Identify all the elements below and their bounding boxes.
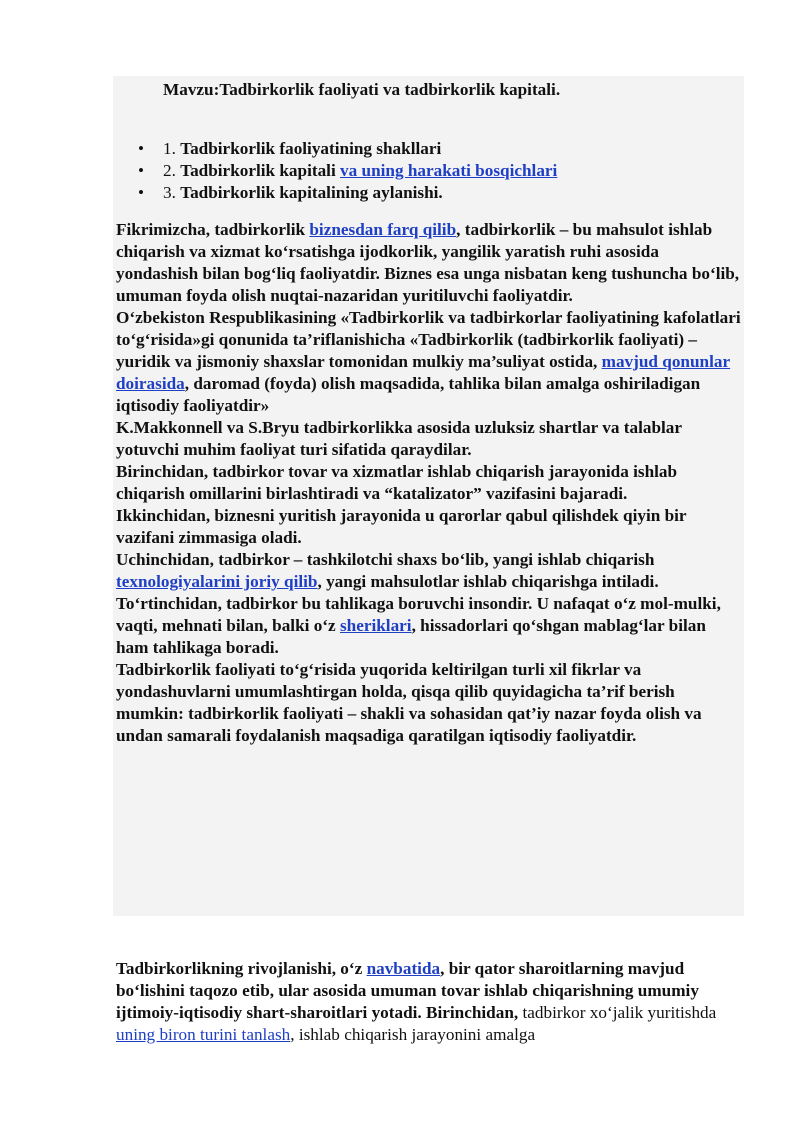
topic-text: Tadbirkorlik kapitali (180, 161, 341, 180)
topic-link[interactable]: va uning harakati bosqichlari (340, 161, 558, 180)
link-mavjud-qonunlar[interactable]: mavjud qonunlar doirasida (116, 352, 731, 393)
topic-list (116, 138, 742, 204)
link-biznesdan[interactable]: biznesdan farq qilib (309, 220, 457, 239)
paragraph-text: Fikrimizcha, tadbirkorlik (116, 220, 310, 239)
paragraph-text: To‘rtinchidan, tadbirkor bu tahlikaga boruvchi insondir. U nafaqat o‘z mol-mulki, vaqti, mehnati bilan, balki o‘z (116, 594, 721, 635)
bullet-icon: • (138, 139, 145, 158)
paragraph-9 (116, 958, 742, 1046)
topic-item-1 (116, 138, 742, 160)
document-continuation (116, 958, 742, 1046)
topic-number: 2. (163, 161, 176, 180)
paragraph-2 (116, 307, 742, 417)
paragraph-text: , ishlab chiqarish jarayonini amalga (290, 1025, 536, 1044)
link-navbatida[interactable]: navbatida (366, 959, 441, 978)
topic-number: 3. (163, 183, 176, 202)
paragraph-7 (116, 593, 742, 659)
paragraph-text: , daromad (foyda) olish maqsadida, tahlika bilan amalga oshiriladigan iqtisodiy faoliyatdir» (116, 374, 701, 415)
topic-number: 1. (163, 139, 176, 158)
bullet-icon: • (138, 161, 145, 180)
paragraph-6 (116, 549, 742, 593)
link-biron-turini[interactable]: uning biron turini tanlash (116, 1025, 291, 1044)
paragraph-3: K.Makkonnell va S.Bryu tadbirkorlikka asosida uzluksiz shartlar va talablar yotuvchi muhim faoliyat turi sifatida qaraydilar. (116, 418, 682, 459)
document-title: Mavzu:Tadbirkorlik faoliyati va tadbirkorlik kapitali. (163, 80, 561, 99)
paragraph-text: , tadbirkorlik – bu mahsulot ishlab chiqarish va xizmat ko‘rsatishga ijodkorlik, yangilik yaratish ruhi asosida yondashish bilan bog‘liq faoliyatdir. Biznes esa unga nisbatan keng tushuncha bo‘lib, umuman foyda olish nuqtai-nazaridan yuritiluvchi faoliyatdir. (116, 220, 740, 305)
document-body (116, 76, 742, 747)
topic-text: Tadbirkorlik kapitalining aylanishi. (180, 183, 443, 202)
paragraph-text: O‘zbekiston Respublikasining «Tadbirkorlik va tadbirkorlar faoliyatining kafolatlari to‘g‘risida»gi qonunida ta’riflanishicha «Tadbirkorlik (tadbirkorlik faoliyati) – yuridik va jismoniy shaxslar tomonidan mulkiy ma’suliyat ostida, (116, 308, 741, 371)
topic-item-3 (116, 182, 742, 204)
paragraph-text: , hissadorlari qo‘shgan mablag‘lar bilan ham tahlikaga boradi. (116, 616, 706, 657)
topic-item-2 (116, 160, 742, 182)
paragraph-1 (116, 219, 742, 307)
topic-text: Tadbirkorlik faoliyatining shakllari (180, 139, 442, 158)
link-sheriklari[interactable]: sheriklari (339, 616, 412, 635)
paragraph-5: Ikkinchidan, biznesni yuritish jarayonida u qarorlar qabul qilishdek qiyin bir vazifani zimmasiga oladi. (116, 506, 687, 547)
paragraph-text: , bir qator sharoitlarning mavjud bo‘lishini taqozo etib, ular asosida umuman tovar ishlab chiqarishning umumiy ijtimoiy-iqtisodiy shart-sharoitlari yotadi. Birinchidan, (116, 959, 699, 1022)
paragraph-8: Tadbirkorlik faoliyati to‘g‘risida yuqorida keltirilgan turli xil fikrlar va yondashuvlarni umumlashtirgan holda, qisqa qilib quyidagicha ta’rif berish mumkin: tadbirkorlik faoliyati – shakli va sohasidan qat’iy nazar foyda olish va undan samarali foydalanish maqsadiga qaratilgan iqtisodiy faoliyatdir. (116, 660, 702, 745)
paragraph-text: Uchinchidan, tadbirkor – tashkilotchi shaxs bo‘lib, yangi ishlab chiqarish (116, 550, 655, 569)
link-texnologiyalar[interactable]: texnologiyalarini joriy qilib (116, 572, 318, 591)
paragraph-text: , yangi mahsulotlar ishlab chiqarishga intiladi. (317, 572, 659, 591)
paragraph-text: Tadbirkorlikning rivojlanishi, o‘z (116, 959, 367, 978)
paragraph-4: Birinchidan, tadbirkor tovar va xizmatlar ishlab chiqarish jarayonida ishlab chiqarish omillarini birlashtiradi va “katalizator” vazifasini bajaradi. (116, 462, 678, 503)
bullet-icon: • (138, 183, 145, 202)
paragraph-text: tadbirkor xo‘jalik yuritishda (518, 1003, 717, 1022)
